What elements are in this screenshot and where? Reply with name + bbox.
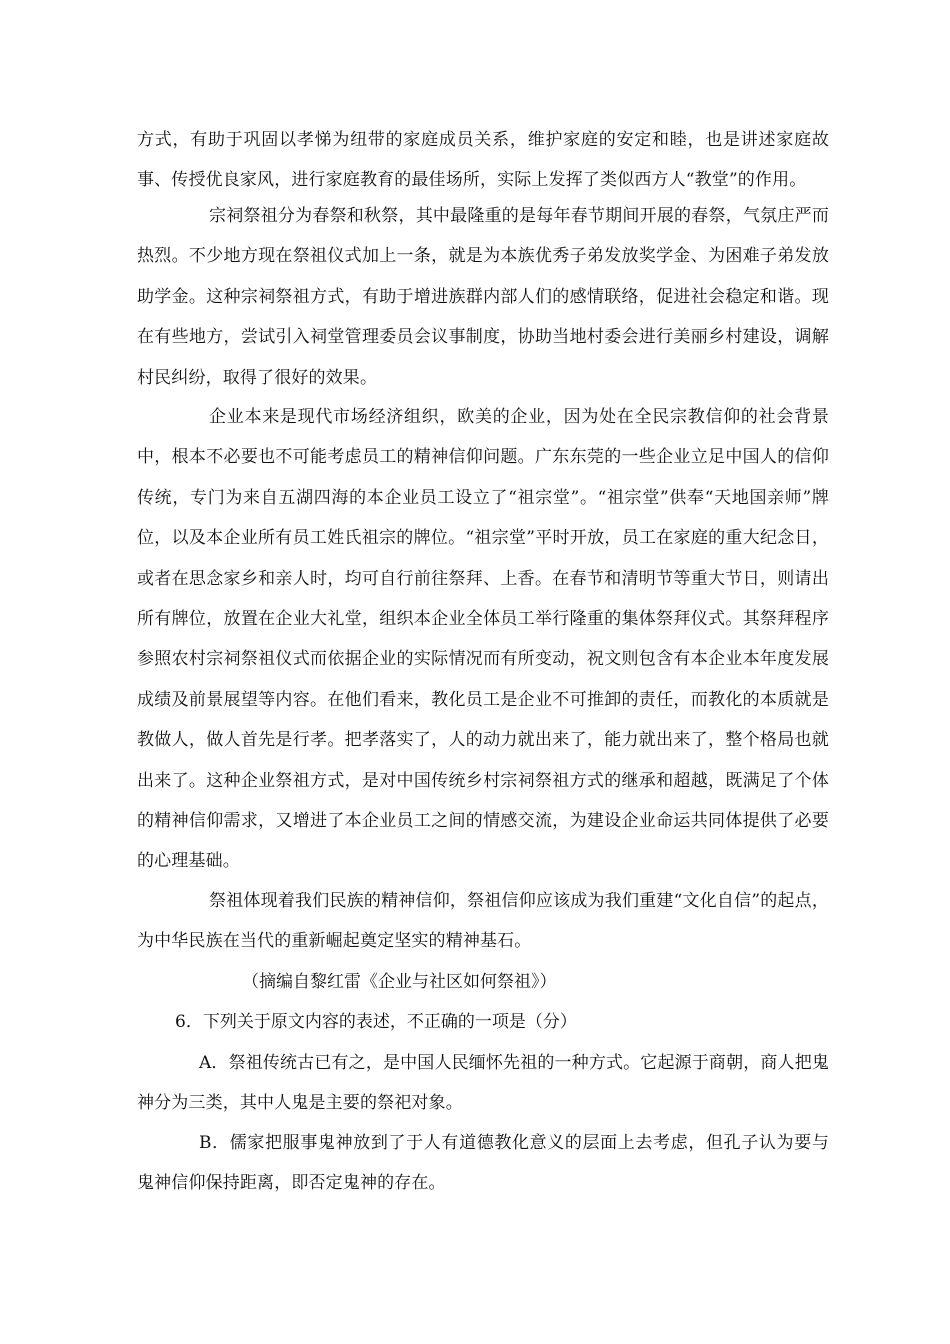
paragraph-conclusion: 祭祖体现着我们民族的精神信仰，祭祖信仰应该成为我们重建“文化自信”的起点，为中华民族在当代的重新崛起奠定坚实的精神基石。	[137, 891, 829, 952]
paragraph-family-hall: 方式，有助于巩固以孝悌为纽带的家庭成员关系，维护家庭的安定和睦，也是讲述家庭故事、传授优良家风，进行家庭教育的最佳场所，实际上发挥了类似西方人“教堂”的作用。	[137, 130, 829, 191]
source-citation: （摘编自黎红雷《企业与社区如何祭祖》）	[242, 972, 557, 992]
question-option-b: B．儒家把服事鬼神放到了于人有道德教化意义的层面上去考虑，但孔子认为要与鬼神信仰保持距离，即否定鬼神的存在。	[137, 1133, 829, 1194]
question-option-a: A．祭祖传统古已有之，是中国人民缅怀先祖的一种方式。它起源于商朝，商人把鬼神分为三类，其中人鬼是主要的祭祀对象。	[137, 1053, 829, 1114]
question-stem: 6．下列关于原文内容的表述，不正确的一项是（分）	[175, 1012, 577, 1032]
paragraph-enterprise-worship: 企业本来是现代市场经济组织，欧美的企业，因为处在全民宗教信仰的社会背景中，根本不必要也不可能考虑员工的精神信仰问题。广东东莞的一些企业立足中国人的信仰传统，专门为来自五湖四海的本企业员工设立了“祖宗堂”。“祖宗堂”供奉“天地国亲师”牌位，以及本企业所有员工姓氏祖宗的牌位。“祖宗堂”平时开放，员工在家庭的重大纪念日，或者在思念家乡和亲人时，均可自行前往祭拜、上香。在春节和清明节等重大节日，则请出所有牌位，放置在企业大礼堂，组织本企业全体员工举行隆重的集体祭拜仪式。其祭拜程序参照农村宗祠祭祖仪式而依据企业的实际情况而有所变动，祝文则包含有本企业本年度发展成绩及前景展望等内容。在他们看来，教化员工是企业不可推卸的责任，而教化的本质就是教做人，做人首先是行孝。把孝落实了，人的动力就出来了，能力就出来了，整个格局也就出来了。这种企业祭祖方式，是对中国传统乡村宗祠祭祖方式的继承和超越，既满足了个体的精神信仰需求，又增进了本企业员工之间的情感交流，为建设企业命运共同体提供了必要的心理基础。	[137, 407, 829, 872]
paragraph-ancestral-rites: 宗祠祭祖分为春祭和秋祭，其中最隆重的是每年春节期间开展的春祭，气氛庄严而热烈。不少地方现在祭祖仪式加上一条，就是为本族优秀子弟发放奖学金、为困难子弟发放助学金。这种宗祠祭祖方式，有助于增进族群内部人们的感情联络，促进社会稳定和谐。现在有些地方，尝试引入祠堂管理委员会议事制度，协助当地村委会进行美丽乡村建设，调解村民纠纷，取得了很好的效果。	[137, 206, 829, 388]
